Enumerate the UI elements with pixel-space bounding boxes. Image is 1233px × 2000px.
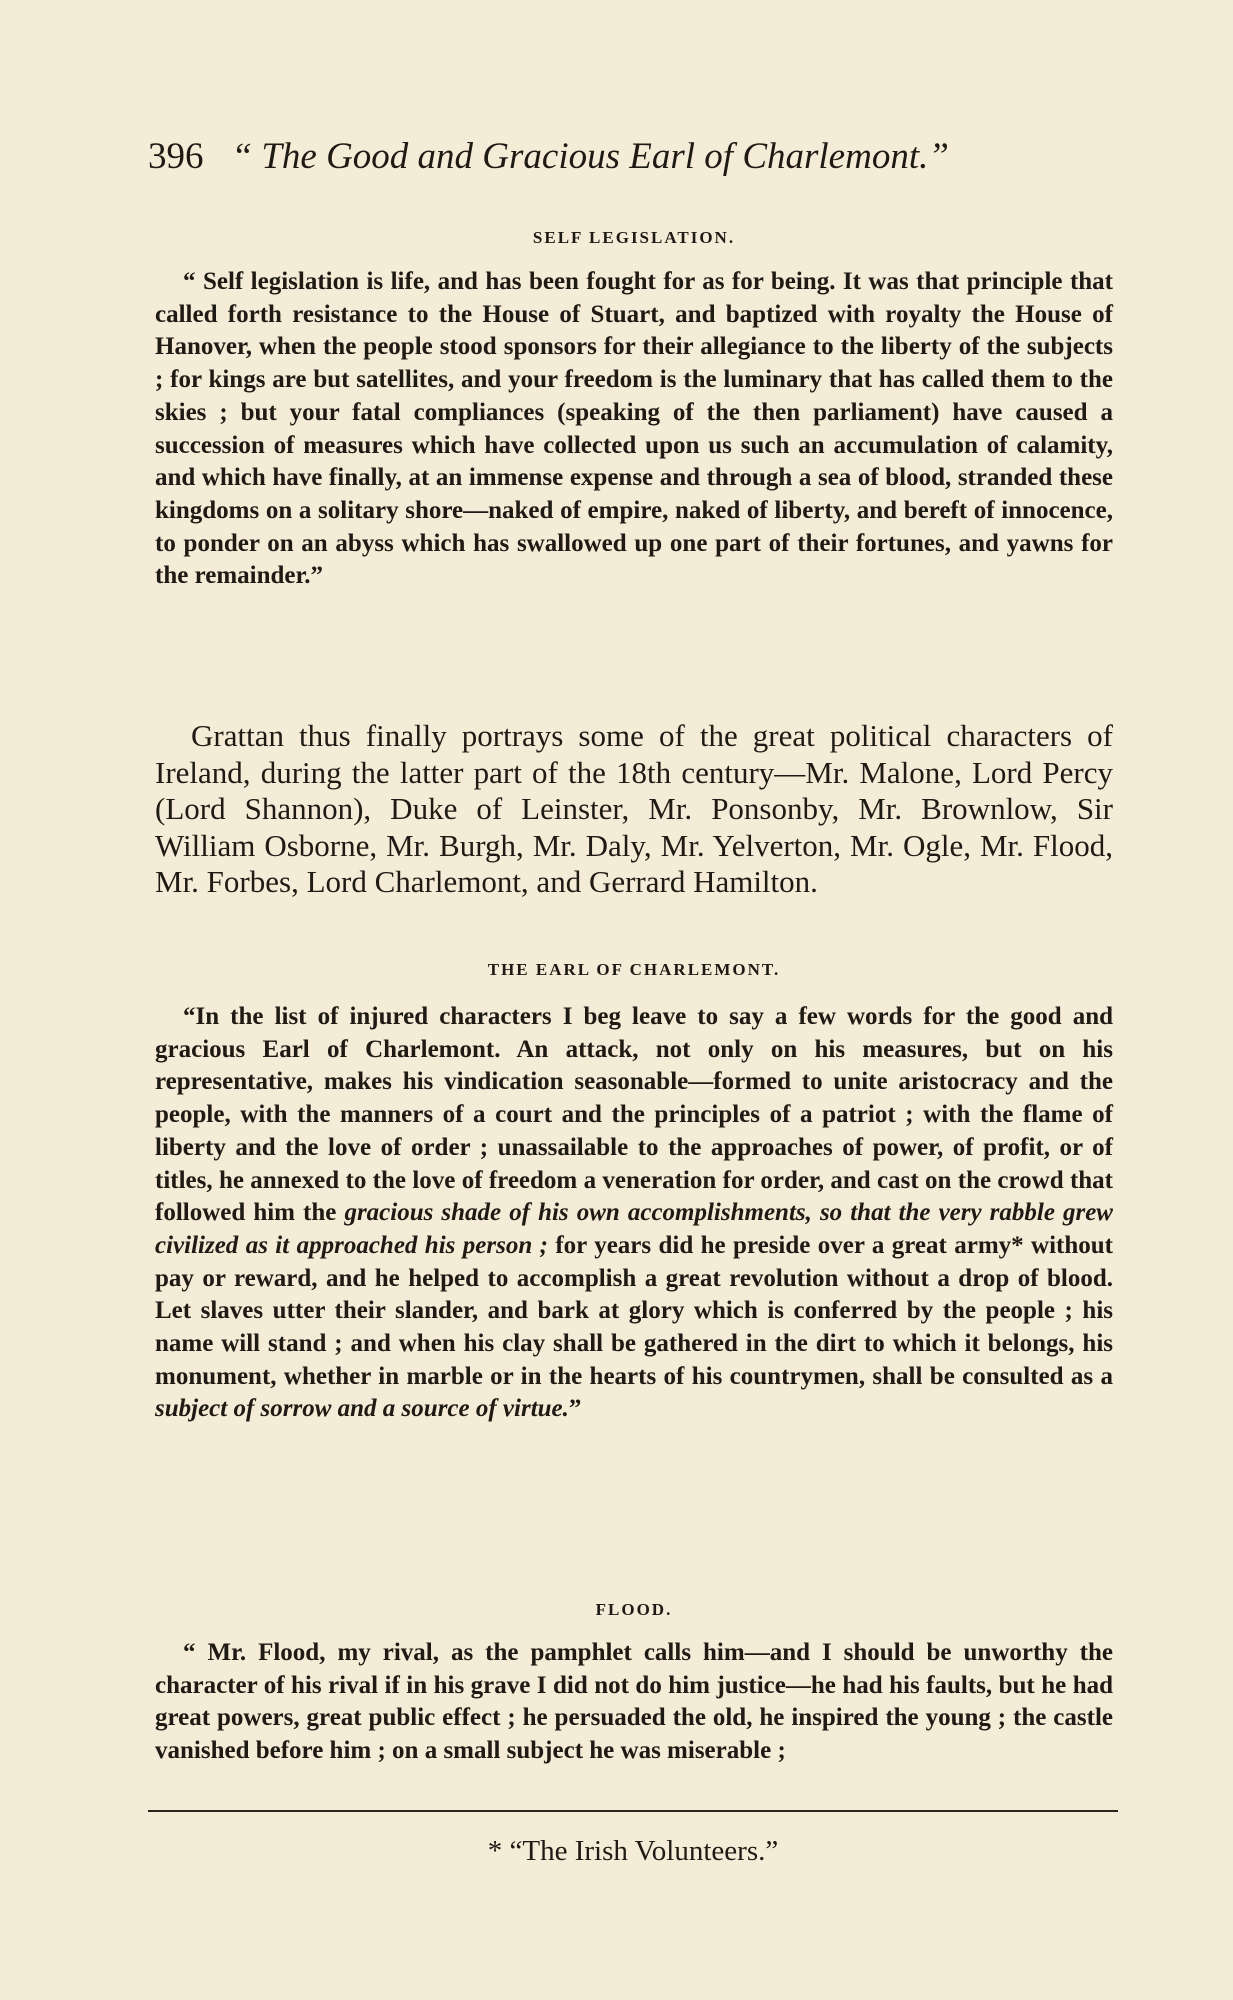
grattan-text: Grattan thus finally portrays some of the great political characters of Ireland, during the latter part of the 18th century—Mr. Malone, Lord Percy (Lord Shannon), Duke of Leinster, Mr. Ponsonby, Mr. Brownlow, Sir William Osborne, Mr. Burgh, Mr. Daly, Mr. Yelverton, Mr. Ogle, Mr. Flood, Mr. Forbes, Lord Charlemont, and Gerrard Hamilton. <box>155 718 1113 899</box>
earl-text-part1: “In the list of injured characters I beg leave to say a few words for the good and gracious Earl of Charlemont. An attack, not only on his measures, but on his representative, makes his vindication seasonable—formed to unite aristocracy and the people, with the manners of a court and the principles of a patriot ; with the flame of liberty and the love of order ; unassailable to the approaches of power, of profit, or of titles, he annexed to the love of freedom a veneration for order, and cast on the crowd that followed him the <box>155 1003 1113 1227</box>
heading-earl-of-charlemont: THE EARL OF CHARLEMONT. <box>487 960 781 979</box>
heading-flood: FLOOD. <box>595 1600 673 1619</box>
earl-quote <box>155 1001 1113 1426</box>
page-number: 396 <box>148 136 204 177</box>
self-legislation-text: “ Self legislation is life, and has been fought for as for being. It was that principle that called forth resistance to the House of Stuart, and baptized with royalty the House of Hanover, when the people stood sponsors for their allegiance to the liberty of the subjects ; for kings are but satellites, and your freedom is the luminary that has called them to the skies ; but your fatal compliances (speaking of the then parliament) have caused a succession of measures which have collected upon us such an accumulation of calamity, and which have finally, at an immense expense and through a sea of blood, stranded these kingdoms on a solitary shore—naked of empire, naked of liberty, and bereft of innocence, to ponder on an abyss which has swallowed up one part of their fortunes, and yawns for the remainder.” <box>155 268 1113 590</box>
footnote-rule <box>148 1810 1118 1812</box>
running-header <box>148 135 1118 179</box>
earl-text-part2: for years did he preside over a great army* without pay or reward, and he helped to accomplish a great revolution without a drop of blood. Let slaves utter their slander, and bark at glory which is conferred by the people ; his name will stand ; and when his clay shall be gathered in the dirt to which it belongs, his monument, whether in marble or in the hearts of his countrymen, shall be consulted as a <box>155 1231 1113 1390</box>
footnote: * “The Irish Volunteers.” <box>487 1835 779 1867</box>
flood-quote <box>155 1637 1113 1768</box>
grattan-paragraph <box>155 718 1113 901</box>
earl-text-italic1: gracious shade of his own accomplishments, so that the very rabble grew civilized as it approached his person ; <box>155 1199 1113 1259</box>
flood-text: “ Mr. Flood, my rival, as the pamphlet calls him—and I should be unworthy the character of his rival if in his grave I did not do him justice—he had his faults, but he had great powers, great public effect ; he persuaded the old, he inspired the young ; the castle vanished before him ; on a small subject he was miserable ; <box>155 1639 1113 1765</box>
earl-text <box>155 1001 1113 1426</box>
self-legislation-quote <box>155 266 1113 593</box>
earl-text-part3: ” <box>568 1395 582 1423</box>
heading-self-legislation: SELF LEGISLATION. <box>532 228 736 247</box>
earl-text-italic2: subject of sorrow and a source of virtue. <box>155 1395 569 1423</box>
running-title: “ The Good and Gracious Earl of Charlemont.” <box>231 136 949 177</box>
